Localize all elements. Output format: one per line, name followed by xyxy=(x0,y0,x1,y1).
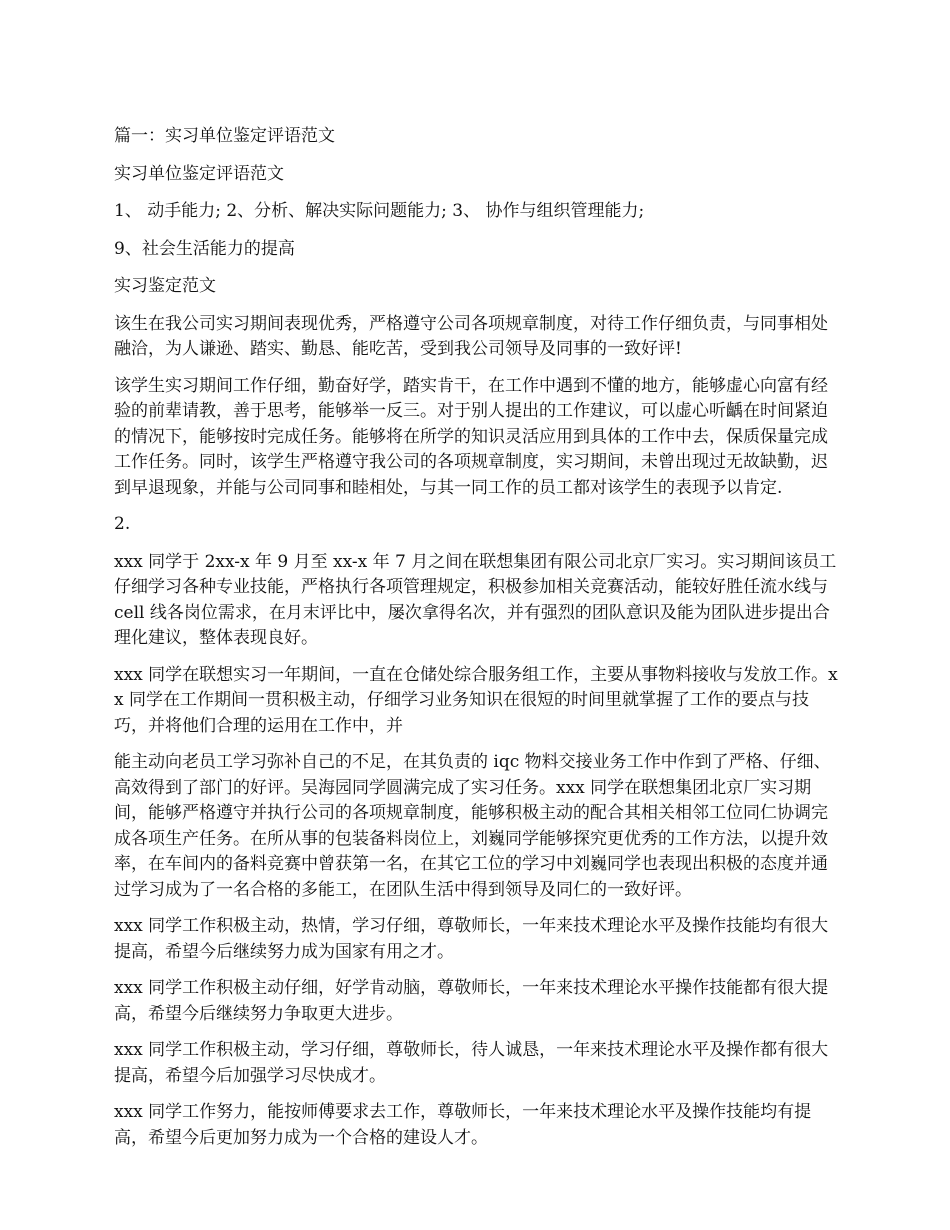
section-heading: 篇一：实习单位鉴定评语范文 xyxy=(114,126,335,146)
paragraph: xxx 同学工作积极主动仔细，好学肯动脑，尊敬师长，一年来技术理论水平操作技能都有很大提高，希望今后继续努力争取更大进步。 xyxy=(114,978,829,1024)
document-body xyxy=(114,124,840,1162)
paragraph: xxx 同学在联想实习一年期间，一直在仓储处综合服务组工作，主要从事物料接收与发放工作。xx 同学在工作期间一贯积极主动，仔细学习业务知识在很短的时间里就掌握了工作的要点与技巧，并将他们合理的运用在工作中，并 xyxy=(114,664,838,736)
paragraph: 该学生实习期间工作仔细，勤奋好学，踏实肯干，在工作中遇到不懂的地方，能够虚心向富有经验的前辈请教，善于思考，能够举一反三。对于别人提出的工作建议，可以虚心听齲在时间紧迫的情况下，能够按时完成任务。能够将在所学的知识灵活应用到具体的工作中去，保质保量完成工作任务。同时，该学生严格遵守我公司的各项规章制度，实习期间，未曾出现过无故缺勤，迟到早退现象，并能与公司同事和睦相处，与其一同工作的员工都对该学生的表现予以肯定. xyxy=(114,375,828,498)
paragraph: 该生在我公司实习期间表现优秀，严格遵守公司各项规章制度，对待工作仔细负责，与同事相处融洽，为人谦逊、踏实、勤恳、能吃苦，受到我公司领导及同事的一致好评! xyxy=(114,313,828,359)
paragraph: xxx 同学工作积极主动，热情，学习仔细，尊敬师长，一年来技术理论水平及操作技能均有很大提高，希望今后继续努力成为国家有用之才。 xyxy=(114,916,829,962)
ability-item-9: 9、社会生活能力的提高 xyxy=(114,238,295,259)
ability-list: 1、 动手能力; 2、分析、解决实际问题能力; 3、 协作与组织管理能力; xyxy=(114,201,645,221)
paragraph: xxx 同学工作努力，能按师傅要求去工作，尊敬师长，一年来技术理论水平及操作技能均有提高，希望今后更加努力成为一个合格的建设人才。 xyxy=(114,1102,812,1148)
section-number: 2. xyxy=(114,514,131,534)
document-title: 实习单位鉴定评语范文 xyxy=(114,163,284,184)
paragraph: 能主动向老员工学习弥补自己的不足，在其负责的 iqc 物料交接业务工作中作到了严格、仔细、高效得到了部门的好评。吴海园同学圆满完成了实习任务。xxx 同学在联想集团北京厂实习期间，能够严格遵守并执行公司的各项规章制度，能够积极主动的配合其相关相邻工位同仁协调完成各项生产任务。在所从事的包装备料岗位上，刘巍同学能够探究更优秀的工作方法，以提升效率，在车间内的备料竞赛中曾获第一名，在其它工位的学习中刘巍同学也表现出积极的态度并通过学习成为了一名合格的多能工，在团队生活中得到领导及同仁的一致好评。 xyxy=(114,752,831,900)
subsection-heading: 实习鉴定范文 xyxy=(114,276,216,296)
paragraph: xxx 同学于 2xx-x 年 9 月至 xx-x 年 7 月之间在联想集团有限公司北京厂实习。实习期间该员工仔细学习各种专业技能，严格执行各项管理规定，积极参加相关竞赛活动，能较好胜任流水线与 cell 线各岗位需求，在月末评比中，屡次拿得名次，并有强烈的团队意识及能为团队进步提出合理化建议，整体表现良好。 xyxy=(114,551,837,648)
paragraph: xxx 同学工作积极主动，学习仔细，尊敬师长，待人诚恳，一年来技术理论水平及操作都有很大提高，希望今后加强学习尽快成才。 xyxy=(114,1040,829,1086)
